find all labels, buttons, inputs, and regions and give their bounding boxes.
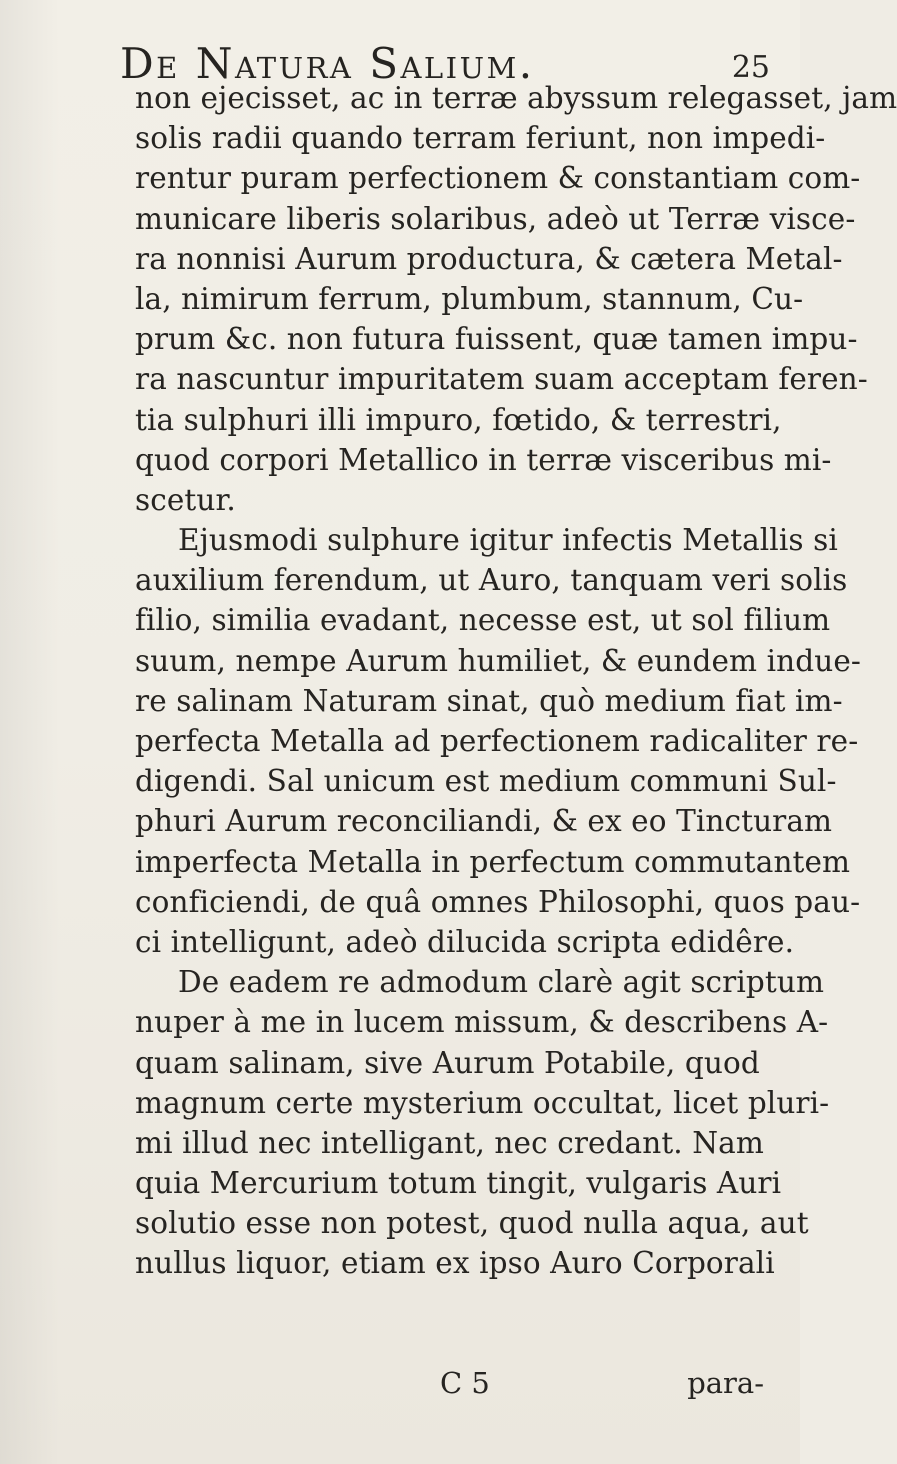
text-line: ra nonnisi Aurum productura, & cætera Metal- [135,241,843,276]
text-line: digendi. Sal unicum est medium communi Sul- [135,764,837,799]
text-line: solis radii quando terram feriunt, non impedi- [135,121,826,156]
text-line: mi illud nec intelligant, nec credant. Nam [135,1125,764,1160]
text-line: tia sulphuri illi impuro, fœtido, & terrestri, [135,402,782,437]
signature-mark: C 5 [440,1366,490,1400]
text-line: re salinam Naturam sinat, quò medium fiat im- [135,683,843,718]
body-text [135,78,897,1284]
text-line: non ejecisset, ac in terræ abyssum relegasset, jam [135,81,897,115]
text-line: prum &c. non futura fuissent, quæ tamen impu- [135,322,858,357]
spine-shadow [0,0,60,1464]
text-line: solutio esse non potest, quod nulla aqua, aut [135,1206,809,1241]
text-line: la, nimirum ferrum, plumbum, stannum, Cu- [135,281,804,316]
running-title: De Natura Salium. [120,39,535,88]
text-line: nuper à me in lucem missum, & describens A- [135,1005,829,1040]
text-line: quod corpori Metallico in terræ visceribus mi- [135,442,832,477]
paragraph-start-line: De eadem re admodum clarè agit scriptum [178,965,825,1000]
text-line: imperfecta Metalla in perfectum commutantem [135,844,851,879]
text-line: perfecta Metalla ad perfectionem radicaliter re- [135,724,859,758]
text-line: municare liberis solaribus, adeò ut Terræ visce- [135,201,856,236]
text-line: auxilium ferendum, ut Auro, tanquam veri solis [135,563,848,598]
text-line: scetur. [135,482,236,517]
text-line: ra nascuntur impuritatem suam acceptam feren- [135,362,868,397]
text-line: rentur puram perfectionem & constantiam com- [135,161,861,196]
catchword: para- [687,1366,764,1400]
text-line: quia Mercurium totum tingit, vulgaris Auri [135,1166,782,1201]
text-line: suum, nempe Aurum humiliet, & eundem indue- [135,643,861,678]
text-line: ci intelligunt, adeò dilucida scripta edidêre. [135,924,795,959]
text-line: conficiendi, de quâ omnes Philosophi, quos pau- [135,884,861,919]
paragraph-start-line: Ejusmodi sulphure igitur infectis Metallis si [178,523,838,558]
text-line: nullus liquor, etiam ex ipso Auro Corporali [135,1246,775,1281]
text-line: phuri Aurum reconciliandi, & ex eo Tincturam [135,804,833,839]
text-line: filio, similia evadant, necesse est, ut sol filium [135,603,831,638]
text-line: quam salinam, sive Aurum Potabile, quod [135,1045,760,1080]
page-number: 25 [731,50,770,85]
page-footer [120,1362,780,1404]
text-line: magnum certe mysterium occultat, licet pluri- [135,1085,830,1120]
